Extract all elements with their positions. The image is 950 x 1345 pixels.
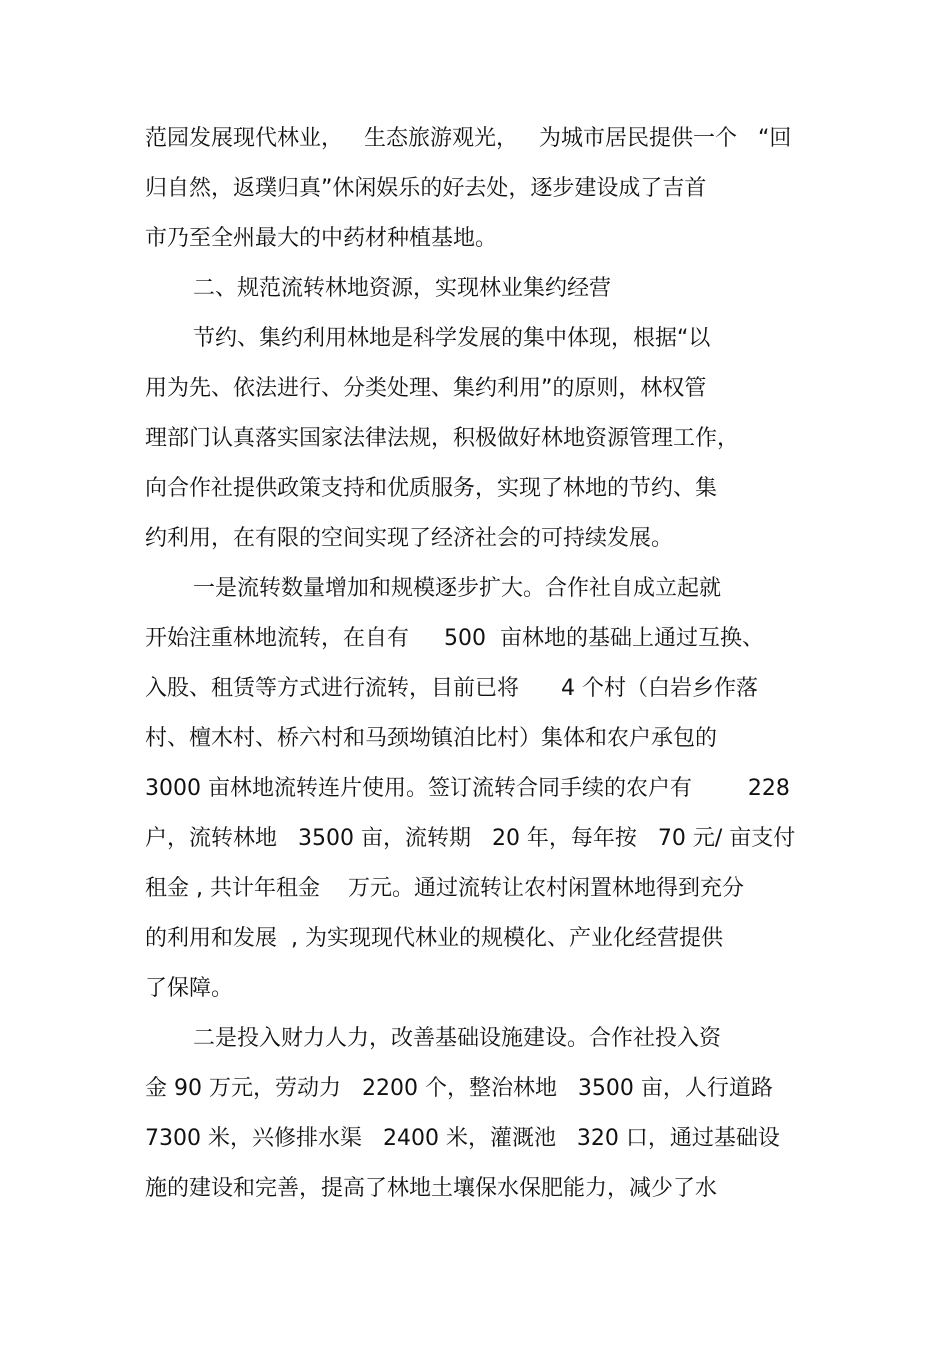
section-heading: 二、规范流转林地资源，实现林业集约经营: [193, 276, 612, 301]
text-line: 一是流转数量增加和规模逐步扩大。合作社自成立起就: [193, 576, 722, 601]
text-line: 了保障。: [145, 976, 234, 1001]
text-line: 户，流转林地 3500 亩，流转期 20 年，每年按 70 元/ 亩支付: [145, 826, 796, 851]
text-line: 的利用和发展 , 为实现现代林业的规模化、产业化经营提供: [145, 926, 723, 951]
text-line: 向合作社提供政策支持和优质服务，实现了林地的节约、集: [145, 476, 718, 501]
text-line: 理部门认真落实国家法律法规，积极做好林地资源管理工作，: [145, 426, 740, 451]
text-line: 市乃至全州最大的中药材种植基地。: [145, 226, 498, 251]
text-line: 开始注重林地流转，在自有 500 亩林地的基础上通过互换、: [145, 626, 764, 651]
text-line: 归自然，返璞归真”休闲娱乐的好去处，逐步建设成了吉首: [145, 176, 707, 201]
text-line: 7300 米，兴修排水渠 2400 米，灌溉池 320 口，通过基础设: [145, 1126, 780, 1151]
text-line: 入股、租赁等方式进行流转，目前已将 4 个村（白岩乡作落: [145, 676, 758, 701]
text-line: 租金 , 共计年租金 万元。通过流转让农村闲置林地得到充分: [145, 876, 744, 901]
text-line: 村、檀木村、桥六村和马颈坳镇泊比村）集体和农户承包的: [145, 726, 718, 751]
text-line: 3000 亩林地流转连片使用。签订流转合同手续的农户有 228: [145, 776, 790, 801]
text-line: 金 90 万元，劳动力 2200 个，整治林地 3500 亩，人行道路: [145, 1076, 773, 1101]
text-line: 施的建设和完善，提高了林地土壤保水保肥能力，减少了水: [145, 1176, 718, 1201]
text-line: 范园发展现代林业， 生态旅游观光， 为城市居民提供一个 “回: [145, 126, 792, 151]
text-line: 约利用，在有限的空间实现了经济社会的可持续发展。: [145, 526, 674, 551]
text-line: 二是投入财力人力，改善基础设施建设。合作社投入资: [193, 1026, 722, 1051]
text-line: 节约、集约利用林地是科学发展的集中体现，根据“以: [193, 326, 711, 351]
text-line: 用为先、依法进行、分类处理、集约利用”的原则，林权管: [145, 376, 707, 401]
